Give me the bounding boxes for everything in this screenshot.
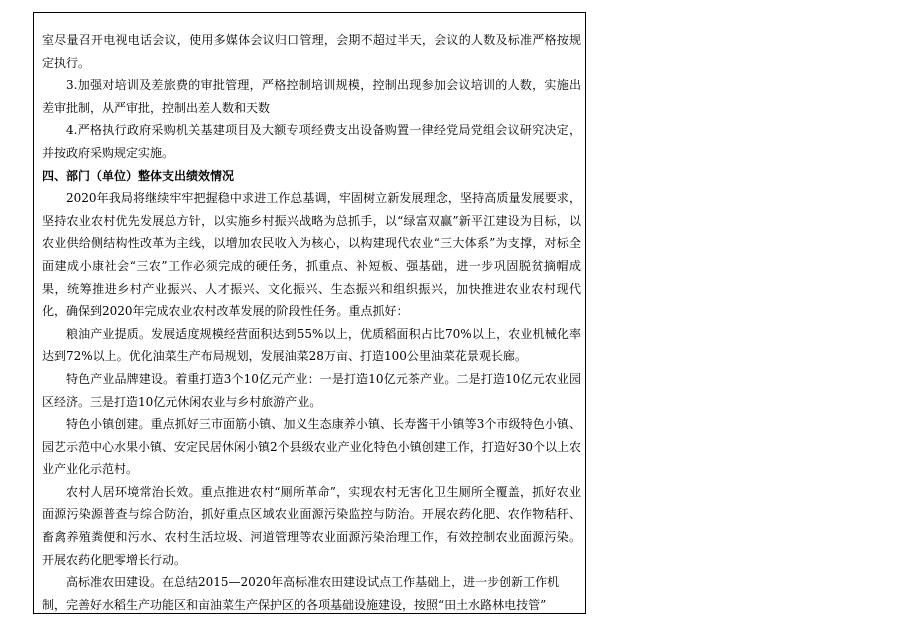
paragraph-meeting-end: 室尽量召开电视电话会议，使用多媒体会议归口管理，会期不超过半天，会议的人数及标准严格按规定执行。	[42, 33, 581, 70]
document-table-cell	[33, 12, 586, 614]
paragraph-item-3: 3.加强对培训及差旅费的审批管理，严格控制培训规模，控制出现参加会议培训的人数，实施出差审批制，从严审批，控制出差人数和天数	[42, 78, 581, 115]
paragraph-towns: 特色小镇创建。重点抓好三市面筋小镇、加义生态康养小镇、长寿酱干小镇等3个市级特色小镇、园艺示范中心水果小镇、安定民居休闲小镇2个县级农业产业化特色小镇创建工作，打造好30个以上农业产业化示范村。	[42, 417, 581, 477]
paragraph-brand: 特色产业品牌建设。着重打造3个10亿元产业：一是打造10亿元茶产业。二是打造10亿元农业园区经济。三是打造10亿元休闲农业与乡村旅游产业。	[42, 371, 581, 409]
document-body	[34, 13, 585, 614]
paragraph-intro: 2020年我局将继续牢牢把握稳中求进工作总基调，牢固树立新发展理念，坚持高质量发展要求，坚持农业农村优先发展总方针，以实施乡村振兴战略为总抓手，以“绿富双赢”新平江建设为目标，以农业供给侧结构性改革为主线，以增加农民收入为核心，以构建现代农业“三大体系”为支撑，对标全面建成小康社会“三农”工作必须完成的硬任务，抓重点、补短板、强基础，进一步巩固脱贫摘帽成果，统筹推进乡村产业振兴、人才振兴、文化振兴、生态振兴和组织振兴，加快推进农业农村现代化，确保到2020年完成农业农村改革发展的阶段性任务。重点抓好：	[42, 191, 581, 319]
section-heading: 四、部门（单位）整体支出绩效情况	[42, 168, 235, 183]
paragraph-farmland-line-2: 制，完善好水稻生产功能区和亩油菜生产保护区的各项基础设施建设，按照“田土水路林电技管”	[42, 597, 547, 612]
paragraph-farmland-line-1: 高标准农田建设。在总结2015—2020年高标准农田建设试点工作基础上，进一步创新工作机	[66, 575, 560, 590]
paragraph-item-4: 4.严格执行政府采购机关基建项目及大额专项经费支出设备购置一律经党局党组会议研究决定，并按政府采购规定实施。	[42, 123, 581, 160]
paragraph-grain-oil: 粮油产业提质。发展适度规模经营面积达到55%以上，优质稻面积占比70%以上，农业机械化率达到72%以上。优化油菜生产布局规划，发展油菜28万亩、打造100公里油菜花景观长廊。	[42, 326, 581, 364]
paragraph-environment: 农村人居环境常治长效。重点推进农村“厕所革命”，实现农村无害化卫生厕所全覆盖，抓好农业面源污染源普查与综合防治，抓好重点区域农业面源污染监控与防治。开展农药化肥、农作物秸秆、畜禽养殖粪便和污水、农村生活垃圾、河道管理等农业面源污染治理工作，有效控制农业面源污染。开展农药化肥零增长行动。	[42, 484, 581, 567]
